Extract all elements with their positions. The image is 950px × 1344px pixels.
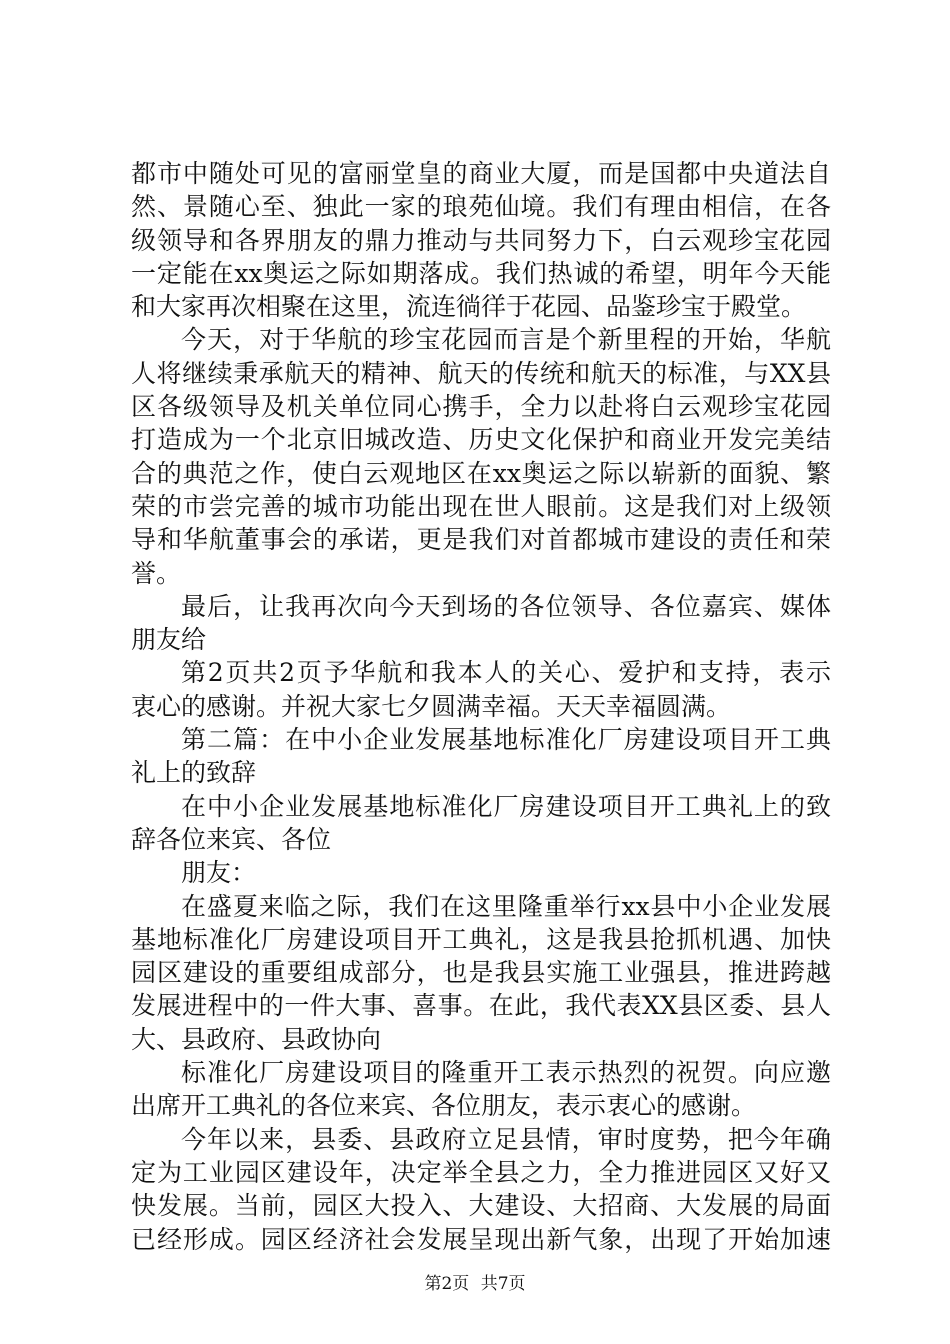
text-line: 荣的市尝完善的城市功能出现在世人眼前。这是我们对上级领	[131, 491, 831, 521]
text-line: 今年以来，县委、县政府立足县情，审时度势，把今年确	[181, 1124, 831, 1154]
total-pages: 共7页	[480, 1274, 526, 1294]
text-line: 誉。	[131, 558, 182, 588]
text-line: 一定能在xx奥运之际如期落成。我们热诚的希望，明年今天能	[131, 258, 831, 288]
page-number: 第2页	[424, 1274, 470, 1294]
section-heading-line: 第二篇：在中小企业发展基地标准化厂房建设项目开工典	[181, 725, 831, 755]
section-heading-line: 礼上的致辞	[131, 758, 257, 788]
text-line: 导和华航董事会的承诺，更是我们对首都城市建设的责任和荣	[131, 525, 831, 555]
text-line: 基地标准化厂房建设项目开工典礼，这是我县抢抓机遇、加快	[131, 924, 831, 954]
text-line: 定为工业园区建设年，决定举全县之力，全力推进园区又好又	[131, 1157, 831, 1187]
text-line: 园区建设的重要组成部分，也是我县实施工业强县，推进跨越	[131, 958, 831, 988]
body-text	[131, 157, 831, 1256]
text-line: 然、景随心至、独此一家的琅苑仙境。我们有理由相信，在各	[131, 192, 831, 222]
text-line: 在盛夏来临之际，我们在这里隆重举行xx县中小企业发展	[181, 891, 831, 921]
text-line: 都市中随处可见的富丽堂皇的商业大厦，而是国都中央道法自	[131, 159, 831, 188]
text-line: 发展进程中的一件大事、喜事。在此，我代表XX县区委、县人	[131, 991, 831, 1021]
text-line: 和大家再次相聚在这里，流连徜徉于花园、品鉴珍宝于殿堂。	[131, 292, 807, 322]
text-line: 朋友给	[131, 625, 207, 655]
text-line: 大、县政府、县政协向	[131, 1024, 382, 1054]
text-line: 出席开工典礼的各位来宾、各位朋友，表示衷心的感谢。	[131, 1091, 757, 1121]
text-line: 级领导和各界朋友的鼎力推动与共同努力下，白云观珍宝花园	[131, 225, 831, 255]
text-line: 打造成为一个北京旧城改造、历史文化保护和商业开发完美结	[131, 425, 831, 455]
text-line: 最后，让我再次向今天到场的各位领导、各位嘉宾、媒体	[181, 591, 831, 621]
text-line: 已经形成。园区经济社会发展呈现出新气象，出现了开始加速	[131, 1224, 831, 1254]
text-line: 第2页共2页予华航和我本人的关心、爱护和支持，表示	[181, 658, 831, 688]
text-line: 快发展。当前，园区大投入、大建设、大招商、大发展的局面	[131, 1191, 831, 1221]
page-footer	[0, 1273, 950, 1295]
text-line: 人将继续秉承航天的精神、航天的传统和航天的标准，与XX县	[131, 358, 831, 388]
text-line: 衷心的感谢。并祝大家七夕圆满幸福。天天幸福圆满。	[131, 691, 732, 721]
text-line: 合的典范之作，使白云观地区在xx奥运之际以崭新的面貌、繁	[131, 458, 831, 488]
text-line: 标准化厂房建设项目的隆重开工表示热烈的祝贺。向应邀	[181, 1058, 831, 1088]
text-line: 辞各位来宾、各位	[131, 824, 332, 854]
text-line: 区各级领导及机关单位同心携手，全力以赴将白云观珍宝花园	[131, 392, 831, 422]
text-line: 在中小企业发展基地标准化厂房建设项目开工典礼上的致	[181, 791, 831, 821]
text-line: 今天，对于华航的珍宝花园而言是个新里程的开始，华航	[181, 325, 831, 355]
salutation-line: 朋友：	[181, 858, 257, 888]
